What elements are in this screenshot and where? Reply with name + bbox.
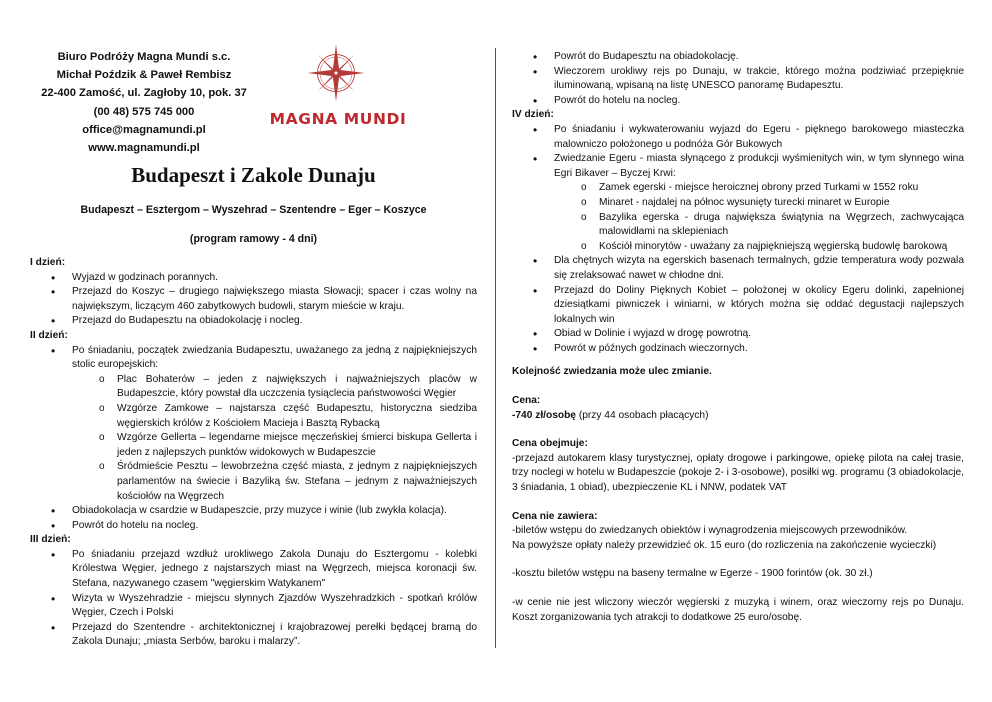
sub-list-item: o Kościół minorytów - uważany za najpiękniejszą węgierską budowlę barokową: [599, 240, 964, 255]
sub-list-item: o Wzgórze Gellerta – legendarne miejsce męczeńskiej śmierci biskupa Gellerta i jeden z najlepszych punktów widokowych w Budapeszcie: [117, 431, 477, 460]
route-subtitle: Budapeszt – Esztergom – Wyszehrad – Szentendre – Eger – Koszyce: [80, 204, 427, 216]
excludes-line: -kosztu biletów wstępu na baseny termalne w Egerze - 1900 forintów (ok. 30 zł.): [512, 568, 873, 580]
day-1-label: I dzień:: [30, 257, 66, 268]
includes-text: -przejazd autokarem klasy turystycznej, opłaty drogowe i parkingowe, opiekę pilota na całej trasie, trzy noclegi w hotelu w Budapeszcie (pokoje 2- i 3-osobowe), posiłki wg. programu (3 obiadokolacje, 3 śniadania, 1 obiad), ubezpieczenie KL i NNW, podatek VAT: [512, 452, 964, 494]
sub-list-item: o Plac Bohaterów – jeden z największych i najważniejszych placów w Budapeszcie, który powstał dla uczczenia tysiąclecia państwowości Węgier: [117, 373, 477, 402]
sub-list: [554, 181, 964, 254]
company-name: Biuro Podróży Magna Mundi s.c.: [57, 51, 231, 63]
day-1-list: [30, 271, 477, 329]
list-item: • Powrót w późnych godzinach wieczornych.: [554, 342, 964, 357]
list-item: • Obiadokolacja w csardzie w Budapeszcie, przy muzyce i winie (lub zwykła kolacja).: [72, 504, 477, 519]
list-item: • Przejazd do Szentendre - architektonicznej i krajobrazowej perełki będącej bramą do Zakola Dunaju; „miasta Serbów, baroku i malarzy”.: [72, 621, 477, 650]
excludes-label: Cena nie zawiera:: [512, 510, 598, 522]
company-phone: (00 48) 575 745 000: [93, 105, 195, 118]
list-item: • Wieczorem urokliwy rejs po Dunaju, w trakcie, którego można podziwiać przepięknie iluminowaną, wpisaną na listę UNESCO panoramę Budapesztu.: [554, 65, 964, 94]
sub-list-item: o Śródmieście Pesztu – lewobrzeżna część miasta, z jednym z najpiękniejszych parlamentów na świecie i Bazyliką św. Stefana – jednym z najważniejszych kościołów na Węgrzech: [117, 460, 477, 504]
price-detail: (przy 44 osobach płacących): [575, 409, 709, 421]
list-item: • Obiad w Dolinie i wyjazd w drogę powrotną.: [554, 327, 964, 342]
list-item: • Dla chętnych wizyta na egerskich basenach termalnych, gdzie temperatura wody pozwala się zrelaksować nawet w chłodne dni.: [554, 254, 964, 283]
itinerary-part-2: [512, 50, 964, 625]
day-3-list-part-2: [512, 50, 964, 108]
sub-list-item: o Bazylika egerska - druga największa świątynia na Węgrzech, zachwycająca malowidłami na sklepieniach: [599, 211, 964, 240]
list-item: • Powrót do hotelu na nocleg.: [72, 519, 477, 534]
letterhead: [30, 48, 477, 160]
logo-wordmark: MAGNA MUNDI: [269, 110, 407, 128]
sub-list-item: o Zamek egerski - miejsce heroicznej obrony przed Turkami w 1552 roku: [599, 181, 964, 196]
company-email: office@magnamundi.pl: [82, 123, 206, 136]
excludes-line: -biletów wstępu do zwiedzanych obiektów i wynagrodzenia miejscowych przewodników.: [512, 525, 908, 537]
right-column: [512, 0, 964, 702]
day-2-label: II dzień:: [30, 329, 68, 341]
list-item: • Przejazd do Koszyc – drugiego największego miasta Słowacji; spacer i czas wolny na największym, liczącym 460 zabytkowych budowli, starym mieście w kraju.: [72, 285, 477, 314]
company-website: www.magnamundi.pl: [88, 142, 200, 155]
left-column: [30, 0, 477, 702]
list-item-text: Po śniadaniu, początek zwiedzania Budapesztu, uważanego za jedną z najpiękniejszych stolic europejskich:: [72, 344, 477, 371]
list-item: • Wizyta w Wyszehradzie - miejscu słynnych Zjazdów Wyszehradzkich - spotkań królów Węgier, Czech i Polski: [72, 592, 477, 621]
column-divider: [495, 48, 496, 648]
list-item: • Powrót do Budapesztu na obiadokolację.: [554, 50, 964, 65]
list-item: • Po śniadaniu przejazd wzdłuż urokliwego Zakola Dunaju do Esztergomu - kolebki Królestwa Węgier, jednego z najstarszych miast na Węgrzech, miejsca koronacji św. Stefana, nazywanego czasem "węgierskim Watykanem": [72, 548, 477, 592]
list-item: • Przejazd do Doliny Pięknych Kobiet – położonej w okolicy Egeru dolinki, zapełnionej dziesiątkami piwniczek i winiarni, w których można się oddać degustacji najlepszych lokalnych win: [554, 284, 964, 328]
day-2-list: [30, 344, 477, 534]
sub-list-item: o Wzgórze Zamkowe – najstarsza część Budapesztu, historyczna siedziba węgierskich królów z Kościołem Macieja i Basztą Rybacką: [117, 402, 477, 431]
day-4-label: IV dzień:: [512, 109, 554, 121]
program-note: (program ramowy - 4 dni): [189, 233, 318, 245]
order-note: Kolejność zwiedzania może ulec zmianie.: [512, 366, 712, 378]
sub-list-item: o Minaret - najdalej na północ wysunięty turecki minaret w Europie: [599, 196, 964, 211]
price-line: [512, 409, 964, 424]
magna-mundi-logo: [258, 48, 418, 144]
company-owners: Michał Poździk & Paweł Rembisz: [56, 69, 232, 82]
list-item: • Po śniadaniu i wykwaterowaniu wyjazd do Egeru - pięknego barokowego miasteczka malowniczo położonego u podnóża Gór Bukowych: [554, 123, 964, 152]
list-item: • Przejazd do Budapesztu na obiadokolację i nocleg.: [72, 314, 477, 329]
list-item: [72, 344, 477, 505]
compass-rose-icon: [305, 42, 367, 104]
day-3-label: III dzień:: [30, 534, 71, 546]
day-4-list: [512, 123, 964, 357]
excludes-line: -w cenie nie jest wliczony wieczór węgierski z muzyką i winem, oraz wieczorny rejs po Dunaju. Koszt zorganizowania tych atrakcji to dodatkowe 25 euro/osobę.: [512, 597, 964, 623]
excludes-line: Na powyższe opłaty należy przewidzieć ok. 15 euro (do rozliczenia na zakończenie wycieczki): [512, 539, 937, 551]
includes-label: Cena obejmuje:: [512, 438, 588, 450]
list-item: • Powrót do hotelu na nocleg.: [554, 94, 964, 109]
list-item-text: Zwiedzanie Egeru - miasta słynącego z produkcji wyśmienitych win, w tym słynnego wina Egri Bikaver – Byczej Krwi:: [554, 153, 964, 179]
price-label: Cena:: [512, 395, 541, 407]
price-value: -740 zł/osobę: [512, 409, 576, 421]
itinerary-part-1: [30, 256, 477, 650]
list-item: [554, 152, 964, 254]
company-address: 22-400 Zamość, ul. Zagłoby 10, pok. 37: [41, 87, 247, 100]
page-title: Budapeszt i Zakole Dunaju: [131, 163, 376, 187]
company-info: [30, 48, 258, 157]
list-item: • Wyjazd w godzinach porannych.: [72, 271, 477, 286]
day-3-list-part-1: [30, 548, 477, 650]
sub-list: [72, 373, 477, 504]
